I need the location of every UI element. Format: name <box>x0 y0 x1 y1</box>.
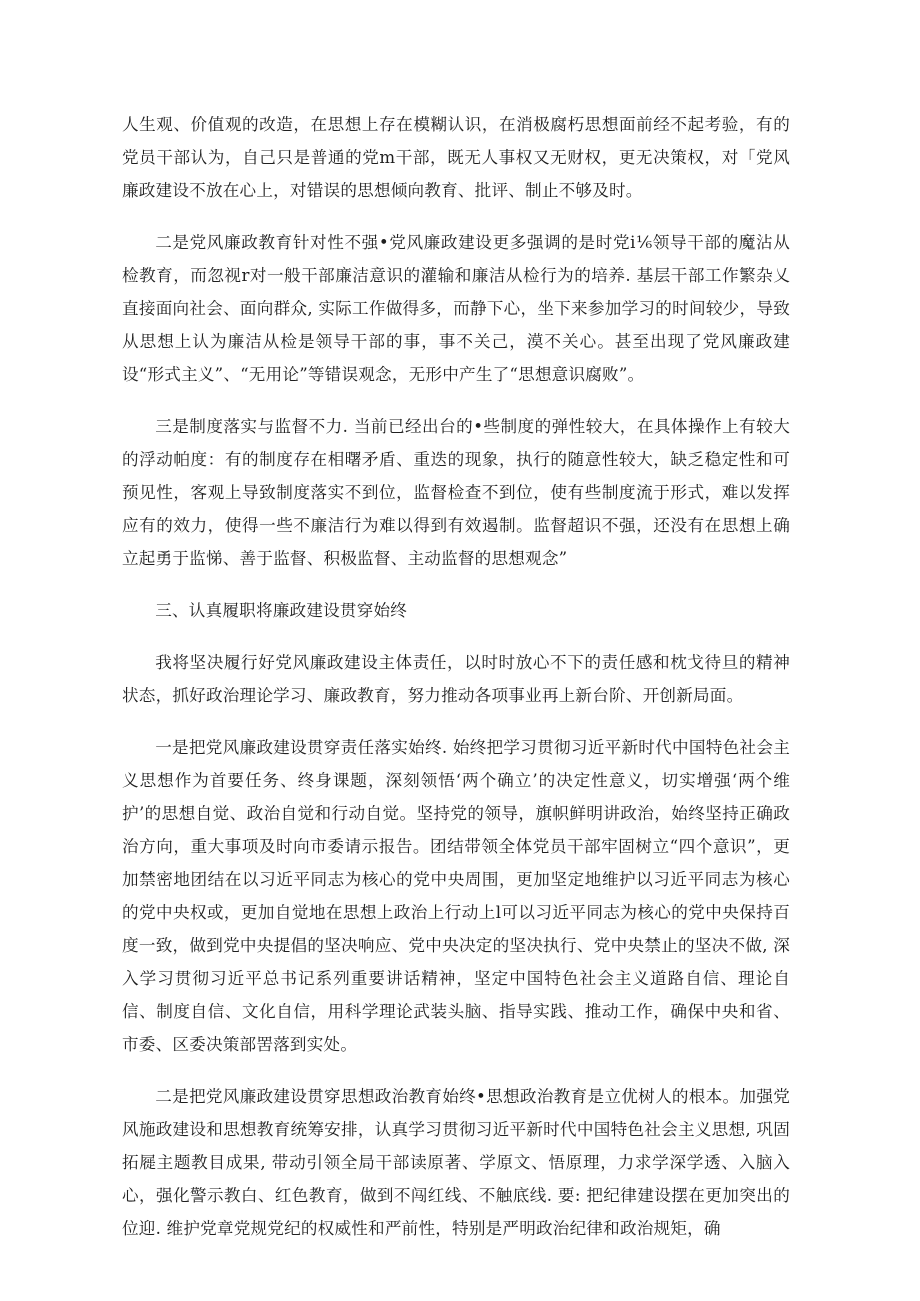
paragraph-education-issue: 二是党风廉政教育针对性不强•党风廉政建设更多强调的是时党i⅙领导干部的魔沾从检教育，而忽视r对一般干部廉洁意识的灌输和廉洁从检行为的培养. 基层干部工作繁杂乂直接面向社会、面向群众, 实际工作做得多，而静下心，坐下来参加学习的时间较少，导致从思想上认为廉洁从检是领导干部的事，事不关己，漠不关心。甚至出现了党风廉政建设“形式主义”、“无用论”等错误观念，无形中产生了“思想意识腐败”。 <box>122 233 790 384</box>
section-heading: 三、认真履职将廉政建设贯穿始终 <box>155 601 408 620</box>
paragraph-responsibility: 一是把党风廉政建设贯穿责任落实始终. 始终把学习贯彻习近平新时代中国特色社会主义思想作为首要任务、终身课题，深刻领悟‘两个确立’的决定性意义，切实增强‘两个维护’的思想自觉、政治自觉和行动自觉。坚持党的领导，旗帜鲜明讲政治，始终坚持正确政治方向，重大事项及时向市委请示报告。团结带领全体党员干部牢固树立“四个意识”，更加禁密地团结在以习近平同志为核心的党中央周围，更加坚定地维护以习近平同志为核心的党中央权或，更加自觉地在思想上政治上行动上l可以习近平同志为核心的党中央保持百度一致，做到党中央提倡的坚决响应、党中央决定的坚决执行、党中央禁止的坚决不做, 深入学习贯彻习近平总书记系列重要讲话精神，坚定中国特色社会主义道路自信、理论自信、制度自信、文化自信，用科学理论武装头脑、指导实践、推动工作，确保中央和省、市委、区委决策部罟落到实处。 <box>122 738 790 1054</box>
paragraph-supervision-issue: 三是制度落实与监督不力. 当前已经出台的•些制度的弹性较大，在具体操作上有较大的浮动帕度：有的制度存在相曙矛盾、重迭的现象，执行的随意性较大，缺乏稳定性和可预见性，客观上导致制度落实不到位，监督检查不到位，使有些制度流于形式，难以发挥应有的效力，使得一些不廉洁行为难以得到有效遏制。监督超识不强，还没有在思想上确立起勇于监悌、善于监督、积极监督、主动监督的思想观念” <box>122 417 790 568</box>
paragraph-ideological-education: 二是把党风廉政建设贯穿思想政治教育始终•思想政治教育是立优树人的根本。加强党风施政建设和思想教育统筹安排，认真学习贯彻习近平新时代中国特色社会主义思想, 巩固拓屣主题教目成果, 带动引领全局干部读原著、学原文、悟原理，力求学深学透、入脑入心，强化警示教白、红色教育，做到不闯红线、不触底线. 要: 把纪律建设摆在更加突出的位迎. 维护党章党规党纪的权威性和严前性，特别是严明政治纪律和政治规矩，确 <box>122 1087 791 1238</box>
paragraph-commitment: 我将坚决履行好党风廉政建设主体责任，以时时放心不下的责任感和枕戈待旦的精神状态，抓好政治理论学习、廉政教育，努力推动各项事业再上新台阶、开创新局面。 <box>122 653 790 705</box>
document-page <box>122 108 790 1264</box>
paragraph-continuation: 人生观、价值观的改造，在思想上存在模糊认识，在消极腐朽思想面前经不起考验，有的党员干部认为，自己只是普通的党m干部，既无人事权又无财权，更无决策权，对「党风廉政建设不放在心上，对错误的思想倾向教育、批评、制止不够及时。 <box>122 115 790 200</box>
